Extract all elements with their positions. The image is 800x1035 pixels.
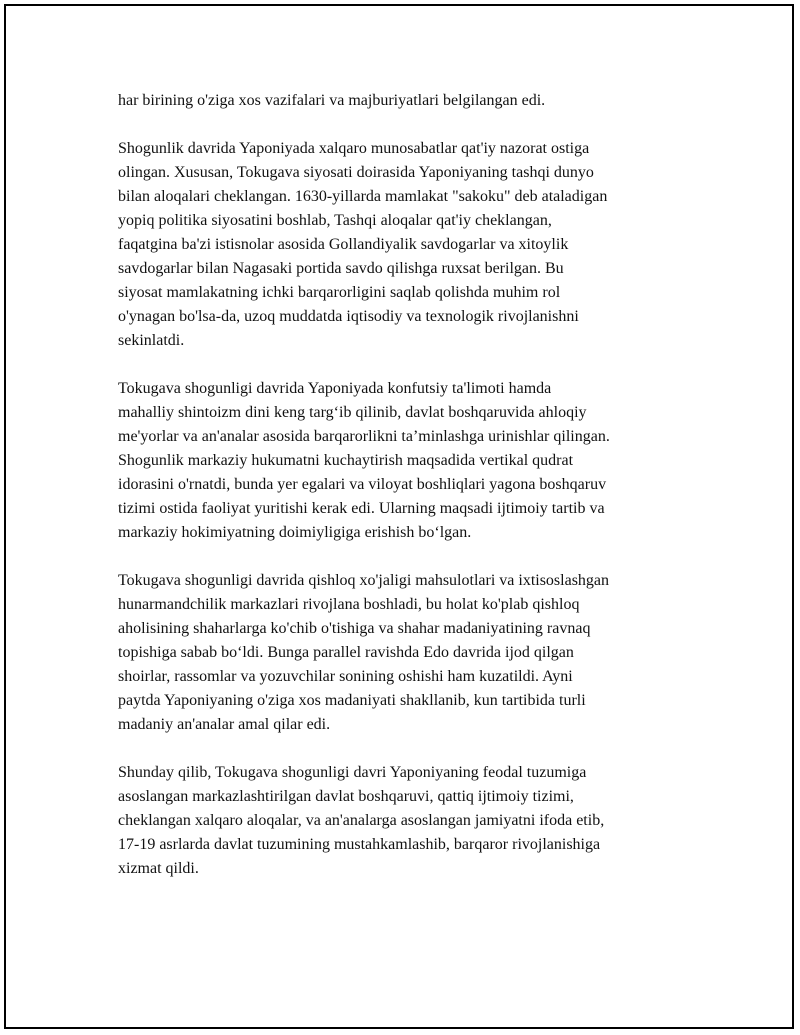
text-line: Shunday qilib, Tokugava shogunligi davri Yaponiyaning feodal tuzumiga <box>118 764 587 781</box>
text-line: yopiq politika siyosatini boshlab, Tashqi aloqalar qat'iy cheklangan, <box>118 212 552 229</box>
text-line: siyosat mamlakatning ichki barqarorligini saqlab qolishda muhim rol <box>118 284 561 301</box>
text-line: idorasini o'rnatdi, bunda yer egalari va viloyat boshliqlari yagona boshqaruv <box>118 476 607 493</box>
text-line: savdogarlar bilan Nagasaki portida savdo qilishga ruxsat berilgan. Bu <box>118 260 564 277</box>
text-line: sekinlatdi. <box>118 332 185 349</box>
text-line: Shogunlik davrida Yaponiyada xalqaro munosabatlar qat'iy nazorat ostiga <box>118 140 590 157</box>
paragraph <box>118 137 708 353</box>
text-line: cheklangan xalqaro aloqalar, va an'analarga asoslangan jamiyatni ifoda etib, <box>118 812 605 829</box>
text-line: shoirlar, rassomlar va yozuvchilar sonining oshishi ham kuzatildi. Ayni <box>118 668 573 685</box>
text-line: 17-19 asrlarda davlat tuzumining mustahkamlashib, barqaror rivojlanishiga <box>118 836 601 853</box>
text-line: tizimi ostida faoliyat yuritishi kerak edi. Ularning maqsadi ijtimoiy tartib va <box>118 500 605 517</box>
document-body <box>118 89 708 905</box>
text-line: olingan. Xususan, Tokugava siyosati doirasida Yaponiyaning tashqi dunyo <box>118 164 594 181</box>
text-line: markaziy hokimiyatning doimiyligiga erishish bo‘lgan. <box>118 524 472 541</box>
text-line: har birining o'ziga xos vazifalari va majburiyatlari belgilangan edi. <box>118 92 546 109</box>
text-line: aholisining shaharlarga ko'chib o'tishiga va shahar madaniyatining ravnaq <box>118 620 591 637</box>
text-line: bilan aloqalari cheklangan. 1630-yillarda mamlakat "sakoku" deb ataladigan <box>118 188 608 205</box>
text-line: Shogunlik markaziy hukumatni kuchaytirish maqsadida vertikal qudrat <box>118 452 574 469</box>
text-line: asoslangan markazlashtirilgan davlat boshqaruvi, qattiq ijtimoiy tizimi, <box>118 788 574 805</box>
text-line: faqatgina ba'zi istisnolar asosida Gollandiyalik savdogarlar va xitoylik <box>118 236 569 253</box>
paragraph <box>118 569 708 737</box>
text-line: o'ynagan bo'lsa-da, uzoq muddatda iqtisodiy va texnologik rivojlanishni <box>118 308 579 325</box>
text-line: Tokugava shogunligi davrida qishloq xo'jaligi mahsulotlari va ixtisoslashgan <box>118 572 610 589</box>
paragraph <box>118 761 708 881</box>
text-line: madaniy an'analar amal qilar edi. <box>118 716 331 733</box>
text-line: topishiga sabab bo‘ldi. Bunga parallel ravishda Edo davrida ijod qilgan <box>118 644 574 661</box>
paragraph <box>118 89 708 113</box>
text-line: hunarmandchilik markazlari rivojlana boshladi, bu holat ko'plab qishloq <box>118 596 580 613</box>
text-line: paytda Yaponiyaning o'ziga xos madaniyati shakllanib, kun tartibida turli <box>118 692 586 709</box>
text-line: Tokugava shogunligi davrida Yaponiyada konfutsiy ta'limoti hamda <box>118 380 552 397</box>
paragraph <box>118 377 708 545</box>
text-line: xizmat qildi. <box>118 860 199 877</box>
text-line: me'yorlar va an'analar asosida barqarorlikni ta’minlashga urinishlar qilingan. <box>118 428 610 445</box>
text-line: mahalliy shintoizm dini keng targ‘ib qilinib, davlat boshqaruvida ahloqiy <box>118 404 587 421</box>
